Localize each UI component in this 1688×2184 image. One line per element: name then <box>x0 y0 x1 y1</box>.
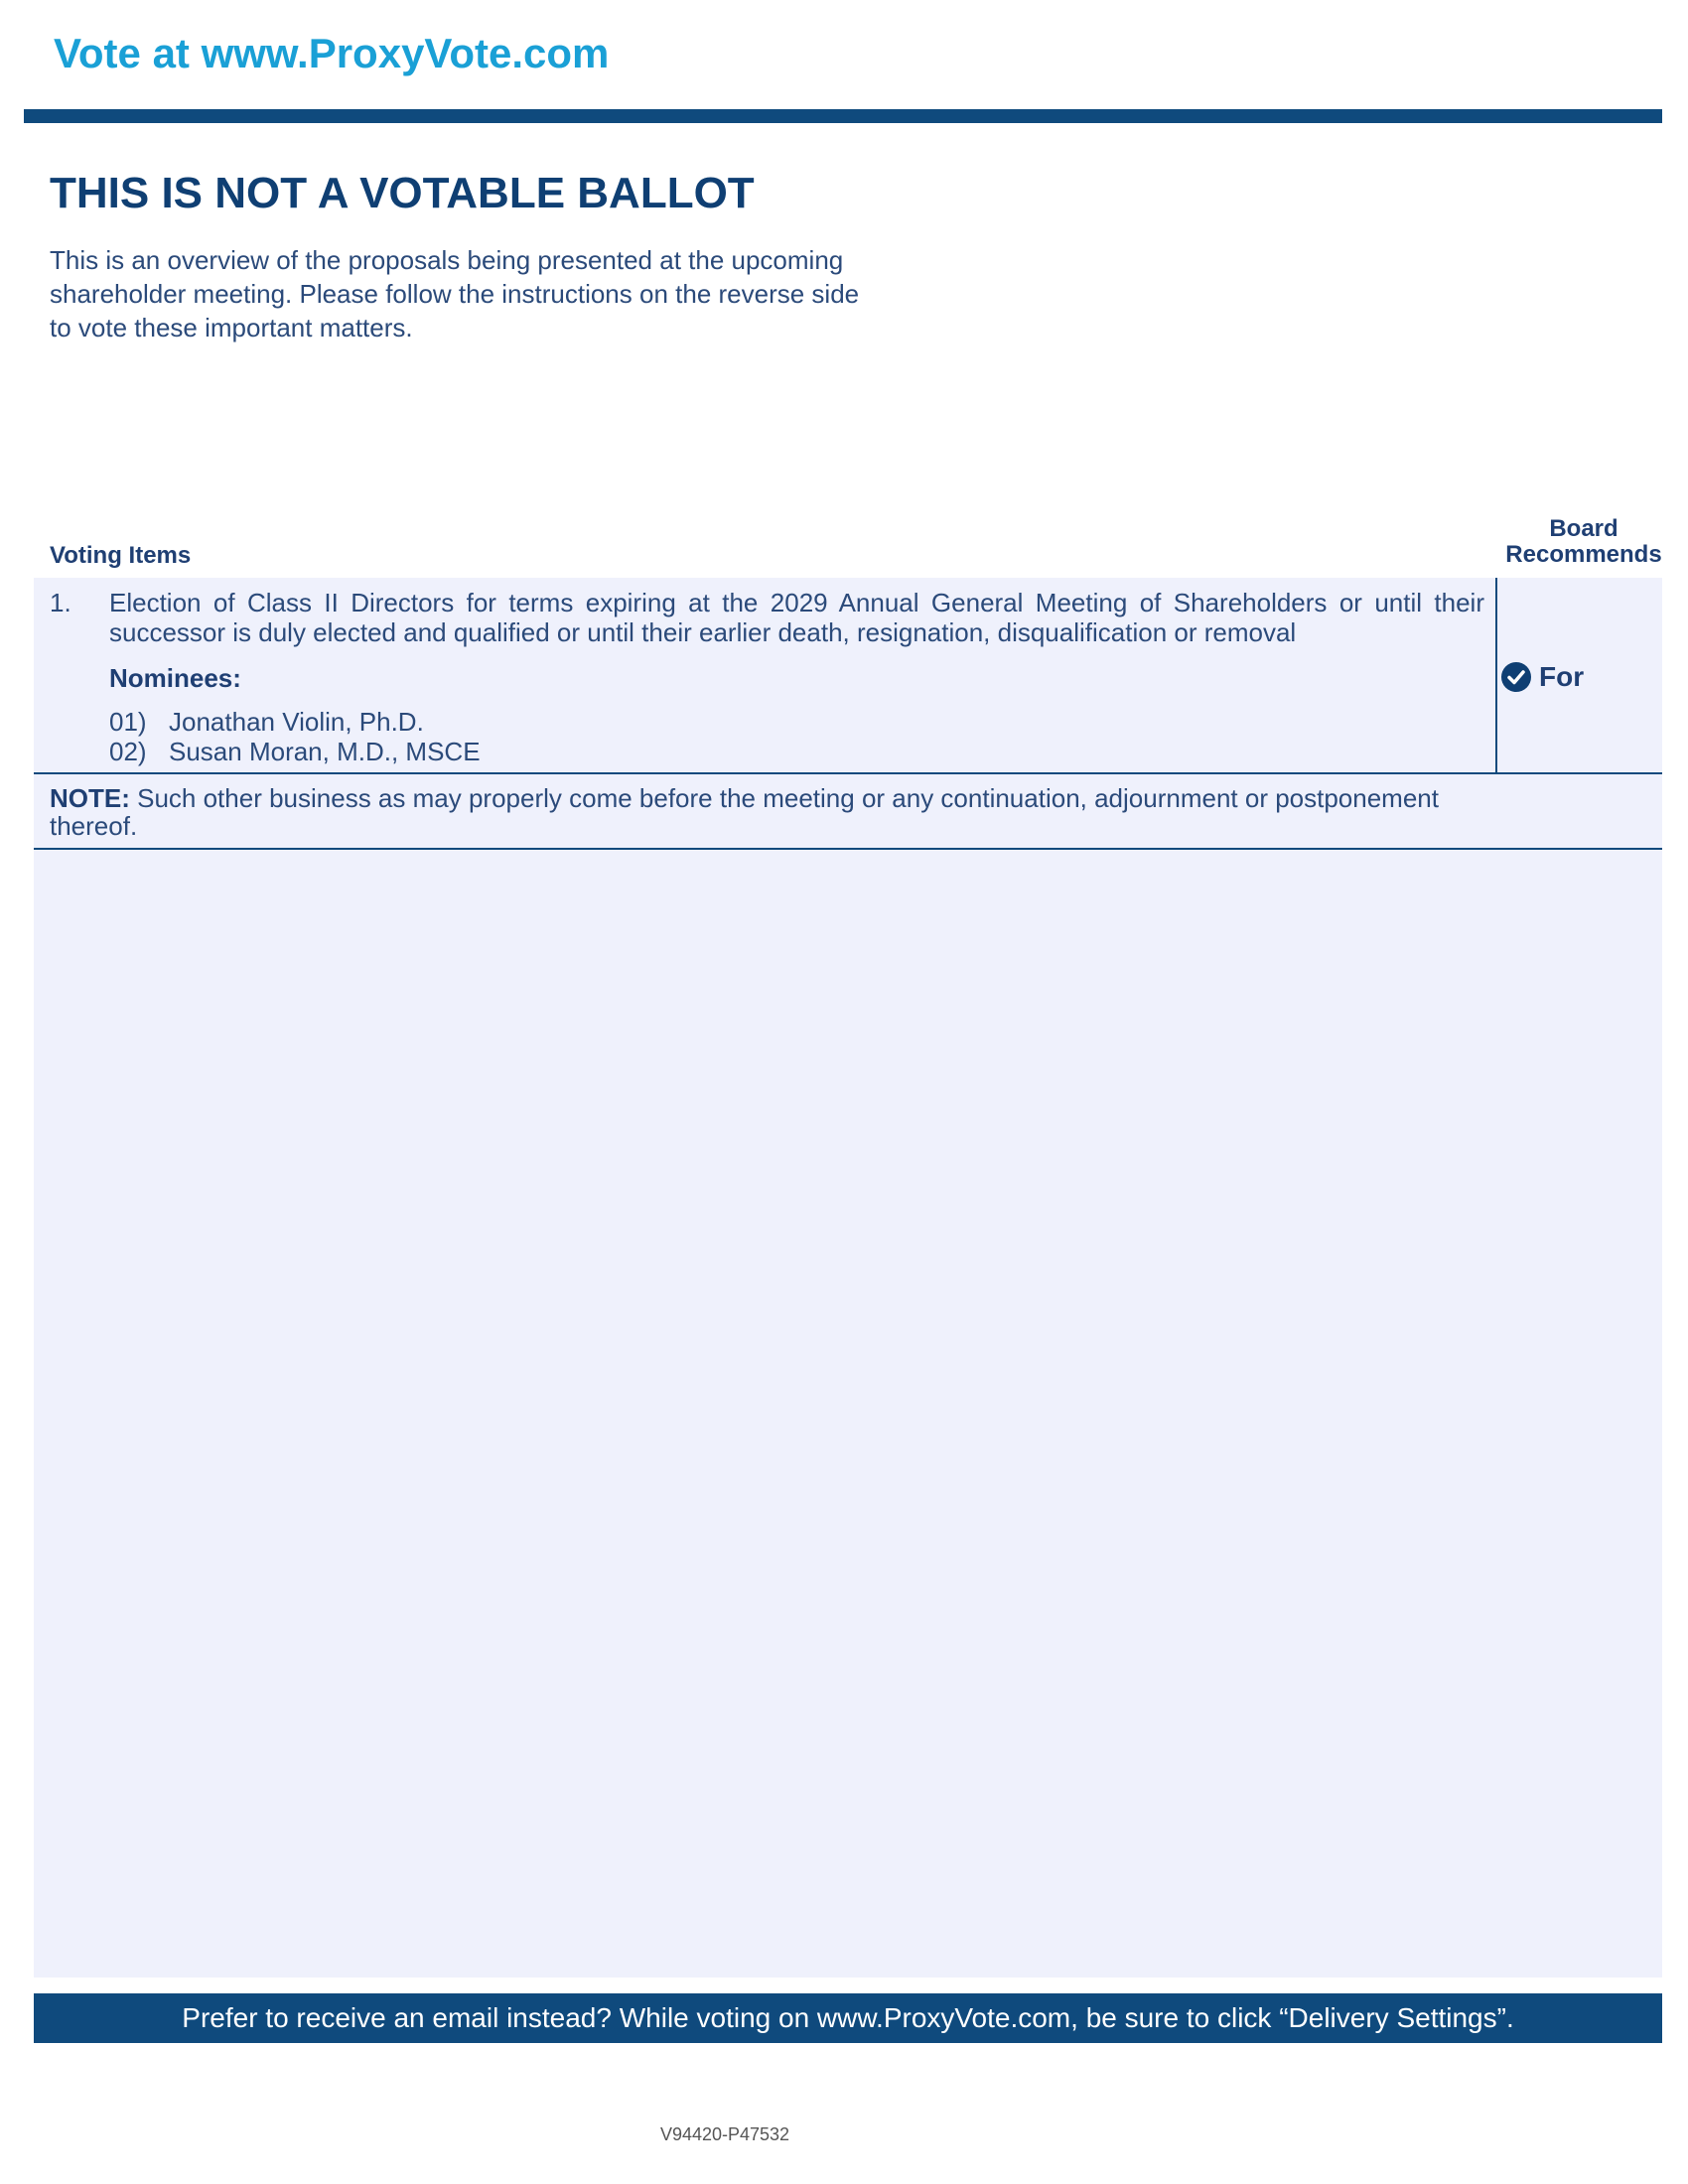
voting-items-header: Voting Items <box>50 542 192 569</box>
top-divider <box>24 109 1662 123</box>
vote-website-header: Vote at www.ProxyVote.com <box>54 30 610 76</box>
delivery-settings-banner: Prefer to receive an email instead? While voting on www.ProxyVote.com, be sure to click “Delivery Settings”. <box>34 1993 1662 2043</box>
nominees-label: Nominees: <box>109 663 241 693</box>
item-number: 1. <box>50 588 71 617</box>
board-recommends-line2: Recommends <box>1505 541 1662 568</box>
note-body: Such other business as may properly come before the meeting or any continuation, adjournment or postponement thereof. <box>50 783 1439 841</box>
nominee-name: Jonathan Violin, Ph.D. <box>169 707 424 737</box>
page-title: THIS IS NOT A VOTABLE BALLOT <box>50 169 755 217</box>
recommendation-label: For <box>1539 661 1585 692</box>
board-recommends-line1: Board <box>1549 515 1618 542</box>
nominee-number: 02) <box>109 737 147 766</box>
board-recommendation <box>1501 661 1584 693</box>
nominee-item <box>109 737 481 767</box>
intro-paragraph: This is an overview of the proposals being presented at the upcoming shareholder meeting. Please follow the instructions on the reverse side to vote these important matters. <box>50 245 860 342</box>
nominee-name: Susan Moran, M.D., MSCE <box>169 737 481 766</box>
note-label: NOTE: <box>50 783 130 813</box>
nominee-item <box>109 707 424 738</box>
board-recommends-header <box>1479 516 1688 568</box>
item-description: Election of Class II Directors for terms expiring at the 2029 Annual General Meeting of Shareholders or until their successor is duly elected and qualified or until their earlier death, resignation, disqualification or removal <box>109 588 1484 647</box>
note-text <box>50 784 1479 840</box>
nominee-number: 01) <box>109 707 147 737</box>
recommendation-column-divider <box>1495 578 1497 772</box>
check-circle-icon <box>1501 662 1531 692</box>
reference-code: V94420-P47532 <box>659 2124 790 2144</box>
